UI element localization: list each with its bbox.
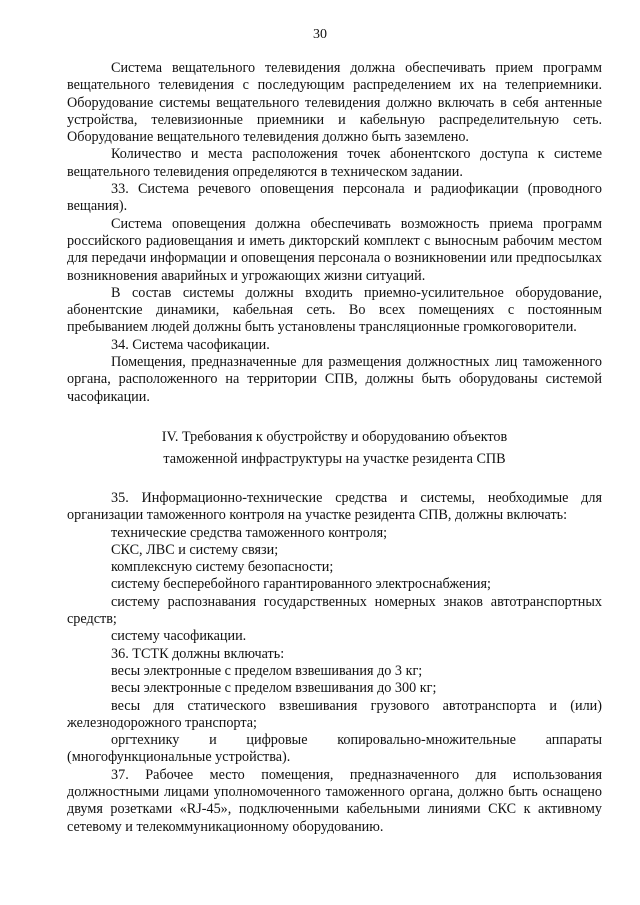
section-heading — [67, 426, 602, 470]
paragraph-clock-premises: Помещения, предназначенные для размещения должностных лиц таможенного органа, расположенного на территории СПВ, должны быть оборудованы системой часофикации. — [67, 354, 602, 405]
paragraph-item-37: 37. Рабочее место помещения, предназначенного для использования должностными лицами уполномоченного таможенного органа, должно быть оснащено двумя розетками «RJ-45», подключенными кабельными линиями СКС к активному сетевому и телекоммуникационному оборудованию. — [67, 766, 602, 835]
paragraph-item-33: 33. Система речевого оповещения персонала и радиофикации (проводного вещания). — [67, 181, 602, 215]
list-item-scs-lan: СКС, ЛВС и систему связи; — [111, 541, 279, 558]
paragraph-item-36: 36. ТСТК должны включать: — [111, 645, 285, 662]
list-item-static-weighing: весы для статического взвешивания грузового автотранспорта и (или) железнодорожного транспорта; — [67, 697, 602, 731]
section-heading-line-2: таможенной инфраструктуры на участке резидента СПВ — [163, 450, 506, 467]
paragraph-tv-system: Система вещательного телевидения должна обеспечивать прием программ вещательного телевидения с последующим распределением их на телеприемники. Оборудование системы вещательного телевидения должно включать в себя антенные устройства, телевизионные приемники и кабельную распределительную сеть. Оборудование вещательного телевидения должно быть заземлено. — [67, 60, 602, 146]
list-item-power-supply: систему бесперебойного гарантированного электроснабжения; — [111, 576, 491, 593]
list-item-customs-control-means: технические средства таможенного контроля; — [111, 524, 388, 541]
section-heading-line-1: IV. Требования к обустройству и оборудованию объектов — [161, 428, 508, 445]
heading-spacer — [67, 470, 602, 490]
page-number: 30 — [313, 27, 327, 42]
paragraph-item-35: 35. Информационно-технические средства и системы, необходимые для организации таможенного контроля на участке резидента СПВ, должны включать: — [67, 489, 602, 524]
list-item-clock-system: систему часофикации. — [111, 628, 247, 645]
paragraph-access-points: Количество и места расположения точек абонентского доступа к системе вещательного телевидения определяются в техническом задании. — [67, 146, 602, 180]
list-item-security-system: комплексную систему безопасности; — [111, 559, 334, 576]
document-body — [67, 60, 602, 836]
list-item-scales-3kg: весы электронные с пределом взвешивания до 3 кг; — [111, 662, 423, 679]
paragraph-item-34: 34. Система часофикации. — [111, 336, 270, 353]
list-item-plate-recognition: систему распознавания государственных номерных знаков автотранспортных средств; — [67, 593, 602, 628]
list-item-scales-300kg: весы электронные с пределом взвешивания до 300 кг; — [111, 680, 437, 697]
paragraph-system-composition: В состав системы должны входить приемно-усилительное оборудование, абонентские динамики, кабельная сеть. Во всех помещениях с постоянным пребыванием людей должны быть установлены трансляционные громкоговорители. — [67, 284, 602, 336]
paragraph-notification-system: Система оповещения должна обеспечивать возможность приема программ российского радиовещания и иметь дикторский комплект с выносным рабочим местом для передачи информации и оповещения персонала о возникновении или предпосылках возникновения аварийных и угрожающих жизни ситуаций. — [67, 215, 602, 284]
list-item-office-equipment: оргтехнику и цифровые копировально-множительные аппараты (многофункциональные устройства). — [67, 732, 602, 766]
